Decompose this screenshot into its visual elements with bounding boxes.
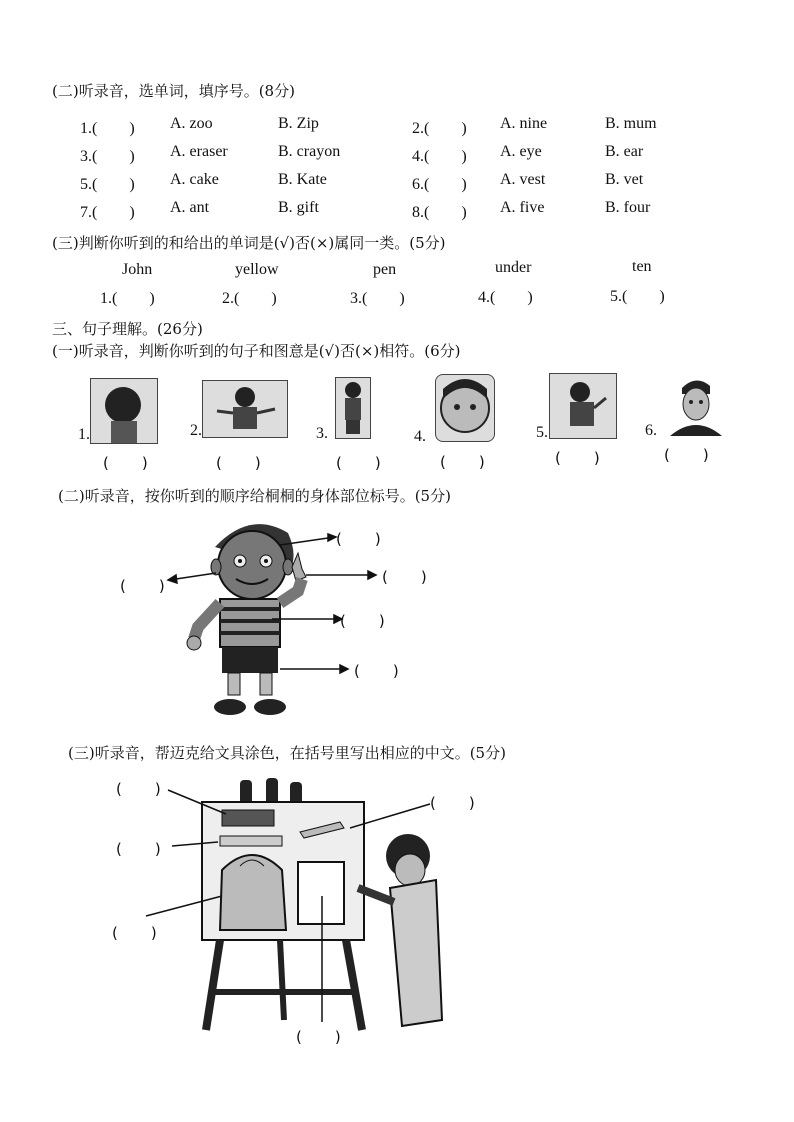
picture-label: 6. bbox=[645, 422, 657, 439]
option-b: B. ear bbox=[605, 143, 644, 160]
answer-blank[interactable]: ( ) bbox=[340, 612, 386, 630]
option-b: B. crayon bbox=[278, 143, 341, 160]
given-word: yellow bbox=[235, 261, 279, 278]
answer-blank[interactable]: ( ) bbox=[336, 530, 382, 548]
answer-blank[interactable]: ( ) bbox=[116, 840, 162, 858]
picture-label: 1. bbox=[78, 426, 90, 443]
option-a: A. zoo bbox=[170, 115, 213, 132]
given-word: under bbox=[495, 259, 532, 276]
given-word: pen bbox=[373, 261, 397, 278]
picture-label: 3. bbox=[316, 425, 328, 442]
picture-3 bbox=[335, 377, 371, 439]
section-heading: (一)听录音，判断你听到的句子和图意是(√)否(×)相符。(6分) bbox=[52, 342, 461, 360]
question-number[interactable]: 8.( ) bbox=[412, 204, 467, 221]
section-heading: (三)听录音，帮迈克给文具涂色，在括号里写出相应的中文。(5分) bbox=[68, 744, 506, 762]
picture-6 bbox=[668, 374, 724, 436]
answer-blank[interactable]: 2.( ) bbox=[222, 290, 277, 307]
picture-1 bbox=[90, 378, 158, 444]
question-number[interactable]: 4.( ) bbox=[412, 148, 467, 165]
option-a: A. nine bbox=[500, 115, 548, 132]
question-number[interactable]: 6.( ) bbox=[412, 176, 467, 193]
answer-blank[interactable]: ( ) bbox=[116, 780, 162, 798]
option-a: A. ant bbox=[170, 199, 210, 216]
answer-blank[interactable]: ( ) bbox=[555, 449, 601, 467]
given-word: ten bbox=[632, 258, 652, 275]
answer-blank[interactable]: 4.( ) bbox=[478, 289, 533, 306]
answer-blank[interactable]: 1.( ) bbox=[100, 290, 155, 307]
option-a: A. cake bbox=[170, 171, 219, 188]
option-a: A. vest bbox=[500, 171, 546, 188]
question-number[interactable]: 3.( ) bbox=[80, 148, 135, 165]
picture-label: 5. bbox=[536, 424, 548, 441]
answer-blank[interactable]: 3.( ) bbox=[350, 290, 405, 307]
picture-5 bbox=[549, 373, 617, 439]
question-number[interactable]: 1.( ) bbox=[80, 120, 135, 137]
answer-blank[interactable]: ( ) bbox=[103, 454, 149, 472]
answer-blank[interactable]: ( ) bbox=[120, 577, 166, 595]
option-a: A. eye bbox=[500, 143, 542, 160]
option-b: B. Kate bbox=[278, 171, 327, 188]
question-number[interactable]: 7.( ) bbox=[80, 204, 135, 221]
option-b: B. mum bbox=[605, 115, 657, 132]
option-a: A. eraser bbox=[170, 143, 228, 160]
body-figure bbox=[120, 515, 440, 725]
picture-4 bbox=[435, 374, 495, 442]
stationery-easel bbox=[140, 770, 470, 1040]
option-b: B. four bbox=[605, 199, 651, 216]
answer-blank[interactable]: ( ) bbox=[664, 446, 710, 464]
answer-blank[interactable]: ( ) bbox=[382, 568, 428, 586]
question-number[interactable]: 5.( ) bbox=[80, 176, 135, 193]
option-b: B. Zip bbox=[278, 115, 319, 132]
section-heading: (三)判断你听到的和给出的单词是(√)否(×)属同一类。(5分) bbox=[52, 234, 446, 252]
option-b: B. gift bbox=[278, 199, 319, 216]
answer-blank[interactable]: ( ) bbox=[296, 1028, 342, 1046]
answer-blank[interactable]: ( ) bbox=[354, 662, 400, 680]
option-a: A. five bbox=[500, 199, 545, 216]
picture-label: 2. bbox=[190, 422, 202, 439]
section-heading: (二)听录音，选单词，填序号。(8分) bbox=[52, 82, 295, 100]
answer-blank[interactable]: 5.( ) bbox=[610, 288, 665, 305]
picture-label: 4. bbox=[414, 428, 426, 445]
answer-blank[interactable]: ( ) bbox=[216, 454, 262, 472]
option-b: B. vet bbox=[605, 171, 644, 188]
answer-blank[interactable]: ( ) bbox=[430, 794, 476, 812]
given-word: John bbox=[122, 261, 153, 278]
question-number[interactable]: 2.( ) bbox=[412, 120, 467, 137]
picture-2 bbox=[202, 380, 288, 438]
section-heading: (二)听录音，按你听到的顺序给桐桐的身体部位标号。(5分) bbox=[58, 487, 451, 505]
answer-blank[interactable]: ( ) bbox=[336, 454, 382, 472]
section-title: 三、句子理解。(26分) bbox=[52, 320, 203, 338]
answer-blank[interactable]: ( ) bbox=[440, 453, 486, 471]
answer-blank[interactable]: ( ) bbox=[112, 924, 158, 942]
